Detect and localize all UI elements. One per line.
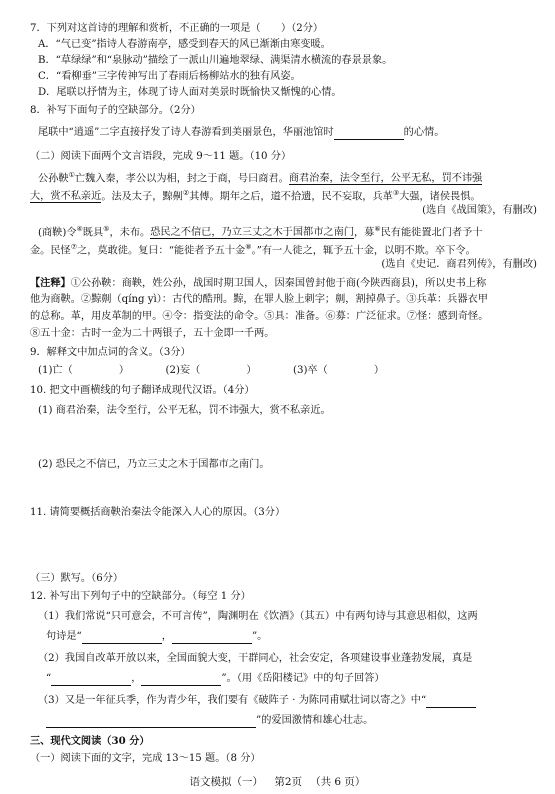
q12-blank-2[interactable] xyxy=(172,643,252,644)
note-mark: ① xyxy=(68,171,75,179)
underlined-sentence-1b: 大，赏不私亲近 xyxy=(30,191,102,203)
text: 句诗是“ xyxy=(46,631,82,642)
q8-stem: 8．补写下面句子的空缺部分。（2分） xyxy=(30,105,201,116)
footer-subject: 语文模拟（一） xyxy=(189,776,264,788)
notes-line1 xyxy=(30,276,541,291)
q12-blank-3[interactable] xyxy=(51,685,131,686)
notes-line4: ⑧五十金：古时一金为二十两银子，五十金即一千两。 xyxy=(30,328,275,339)
passage1-line1 xyxy=(38,168,541,186)
q9-items xyxy=(38,364,541,378)
notes-label: 【注释】 xyxy=(30,277,71,289)
q7-option-b: B．“草绿绿”和“泉脉动”描绘了一派山川遍地翠绿、满渠清水横流的春景景象。 xyxy=(38,55,393,66)
note-mark: ⑦ xyxy=(70,243,78,251)
q7-option-c: C．“看柳垂”三字传神写出了春雨后杨柳站水的独有风姿。 xyxy=(38,71,301,82)
q9-item-1: (1)亡（ xyxy=(38,365,73,376)
text: ，募 xyxy=(353,227,375,239)
note-mark: ⑤ xyxy=(103,225,110,233)
q9-stem: 9．解释文中加点词的含义。（3分） xyxy=(30,347,191,358)
q12-s2-line1: （2）我国自改革开放以来，全国面貌大变，干群同心，社会安定，各项建设事业蓬勃发展，真是 xyxy=(38,653,473,664)
note-mark: ③ xyxy=(392,189,400,197)
text: (商鞅)令 xyxy=(38,227,77,239)
q9-item-2: (2)妄（ xyxy=(165,365,201,376)
q12-stem: 12. 补写出下列句子中的空缺部分。（每空 1 分） xyxy=(30,591,251,602)
passage1-source: (选自《战国策》，有删改) xyxy=(422,205,537,216)
part3-heading: （三）默写。（6分） xyxy=(30,573,124,584)
q12-s3-line2 xyxy=(46,714,541,728)
modern-reading-sub: （一）阅读下面的文字，完成 13～15 题。（8 分） xyxy=(30,753,261,764)
text: ，未布。 xyxy=(109,227,151,239)
passage1-line2 xyxy=(30,186,541,204)
text: ”的爱国激情和雄心壮志。 xyxy=(256,715,374,726)
text: ， xyxy=(131,673,142,684)
paren-close: ） xyxy=(118,365,129,376)
modern-reading-heading: 三、现代文阅读（30 分） xyxy=(30,735,150,747)
q10-sentence-2: (2) 恐民之不信已，乃立三丈之木于国都市之南门。 xyxy=(38,459,270,470)
footer-page-number: 第2页 xyxy=(274,776,303,788)
q11-stem: 11. 请简要概括商鞅治秦法令能深入人心的原因。（3分） xyxy=(30,507,286,518)
text: 。法及太子，黥劓 xyxy=(101,191,183,203)
text: 既具 xyxy=(82,227,104,239)
part2-heading: （二）阅读下面两个文言语段，完成 9～11 题。（10 分） xyxy=(30,151,292,162)
text: 民有能徙置北门者予十 xyxy=(380,227,483,239)
q12-blank-5a[interactable] xyxy=(426,707,476,708)
page-footer xyxy=(0,774,555,789)
q12-s3-line1 xyxy=(38,694,541,708)
text: ”。（用《岳阳楼记》中的句子回答） xyxy=(221,673,385,684)
text: 金。民怪 xyxy=(30,245,71,257)
q8-line-post: 的心情。 xyxy=(403,127,445,138)
q7-option-d: D．尾联以抒情为主，体现了诗人面对美景时既愉快又惭愧的心情。 xyxy=(38,87,342,98)
q12-blank-1[interactable] xyxy=(82,643,162,644)
paren-close: ） xyxy=(373,365,384,376)
text: 。”有一人徙之，辄予五十金，以明不欺。卒下令。 xyxy=(251,245,476,257)
underlined-sentence-1a: 商君治秦，法令至行，公平无私，罚不讳强 xyxy=(288,173,483,185)
q12-s2-line2 xyxy=(46,672,541,686)
text: 大强，诸侯畏惧。 xyxy=(399,191,481,203)
q8-line xyxy=(38,126,541,140)
q8-blank[interactable] xyxy=(334,139,404,140)
text: ”。 xyxy=(251,631,268,642)
underlined-sentence-2: 恐民之不信已，乃立三丈之木于国都市之南门 xyxy=(150,227,354,239)
q7-option-a: A．“气已变”指诗人春游南亭，感受到春天的风已渐渐由寒变暖。 xyxy=(38,39,331,50)
note-mark: ④ xyxy=(76,225,83,233)
notes-line3: 的总称。革，用皮革制的甲。④令：指变法的命令。⑤具：准备。⑥募：广泛征求。⑦怪：感到奇怪。 xyxy=(30,311,489,322)
text: 亡魏入秦，孝公以为相，封之于商，号曰商君。 xyxy=(74,173,289,185)
q12-s1-line2 xyxy=(46,630,541,644)
q12-blank-4[interactable] xyxy=(141,685,221,686)
q12-s1-line1: （1）我们常说“只可意会，不可言传”，陶渊明在《饮酒》（其五）中有两句诗与其意思相似，这两 xyxy=(38,611,478,622)
q7-stem: 7．下列对这首诗的理解和赏析，不正确的一项是（ ）（2分） xyxy=(30,23,324,34)
note-mark: ⑥ xyxy=(374,225,381,233)
passage2-line1 xyxy=(38,222,541,240)
text: “ xyxy=(46,673,52,684)
q10-stem: 10. 把文中画横线的句子翻译成现代汉语。（4分） xyxy=(30,385,255,396)
q10-sentence-1: (1) 商君治秦，法令至行，公平无私，罚不讳强大，赏不私亲近。 xyxy=(38,405,331,416)
text: ①公孙鞅：商鞅，姓公孙，战国时期卫国人，因秦国曾封他于商(今陕西商县)，所以史书上称 xyxy=(70,278,487,289)
text: 之，莫敢徙。复曰：“能徙者予五十金 xyxy=(77,245,246,257)
text: 公孙鞅 xyxy=(38,173,69,185)
q12-blank-5b[interactable] xyxy=(46,727,256,728)
passage2-source: (选自《史记．商君列传》，有删改) xyxy=(381,259,537,270)
note-mark: ② xyxy=(182,189,190,197)
text: 其傅。期年之后，道不拾遗，民不妄取，兵革 xyxy=(189,191,393,203)
notes-line2: 他为商鞅。②黥劓（qíng yì）：古代的酷刑。黥，在罪人脸上刺字；劓，割掉鼻子。③兵革：兵器衣甲 xyxy=(30,294,488,305)
text: （3）又是一年征兵季，作为青少年，我们要有《破阵子 · 为陈同甫赋壮词以寄之》中“ xyxy=(38,695,427,706)
paren-close: ） xyxy=(246,365,257,376)
footer-total-pages: （共 6 页） xyxy=(310,776,366,788)
q8-line-pre: 尾联中“逍遥”二字直接抒发了诗人春游看到美丽景色，华丽池馆时 xyxy=(38,127,334,138)
note-mark: ⑧ xyxy=(245,243,252,251)
passage2-line2 xyxy=(30,240,541,258)
text: ， xyxy=(161,631,172,642)
q9-item-3: (3)卒（ xyxy=(293,365,328,376)
